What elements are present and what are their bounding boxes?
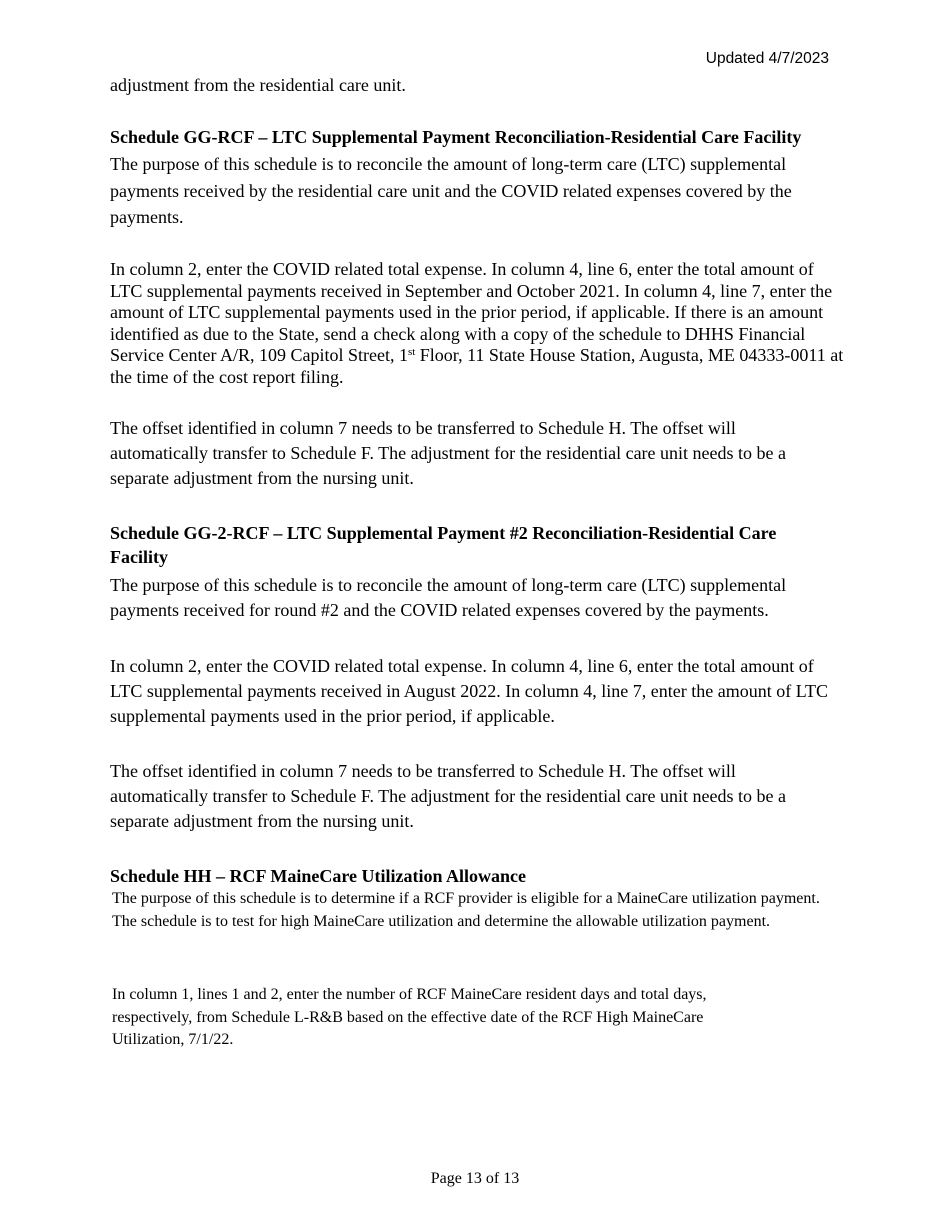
gg2-rcf-instructions: In column 2, enter the COVID related total expense. In column 4, line 6, enter the total amount of LTC supplemental payments received in August 2022. In column 4, line 7, enter the amount of LTC supplemental payments used in the prior period, if applicable. — [110, 656, 829, 726]
intro-text: adjustment from the residential care unit. — [110, 75, 406, 95]
hh-heading: Schedule HH – RCF MaineCare Utilization Allowance — [110, 866, 526, 886]
gg2-rcf-offset: The offset identified in column 7 needs to be transferred to Schedule H. The offset will automatically transfer to Schedule F. The adjustment for the residential care unit needs to be a separate adjustment from the nursing unit. — [110, 761, 787, 831]
hh-instructions: In column 1, lines 1 and 2, enter the number of RCF MaineCare resident days and total days, respectively, from Schedule L-R&B based on the effective date of the RCF High MaineCare Utilization, 7/1/22. — [112, 986, 707, 1048]
gg2-rcf-purpose: The purpose of this schedule is to reconcile the amount of long-term care (LTC) supplemental payments received for round #2 and the COVID related expenses covered by the payments. — [110, 575, 787, 620]
gg-rcf-instructions-part1: In column 2, enter the COVID related total expense. In column 4, line 6, enter the total amount of LTC supplemental payments received in September and October 2021. In column 4, line 7, enter the amount of LTC supplemental payments used in the prior period, if applicable. If there is an amount identified as due to the State, send a check along with a copy of the schedule to DHHS Financial Service Center A/R, 109 Capitol Street, 1 — [110, 259, 833, 366]
gg-rcf-instructions-part2: Floor, 11 State House Station, Augusta, ME 04333-0011 at the time of the cost report filing. — [110, 345, 844, 387]
hh-purpose: The purpose of this schedule is to determine if a RCF provider is eligible for a MaineCare utilization payment. The schedule is to test for high MaineCare utilization and determine the allowable utilization payment. — [112, 890, 820, 930]
gg2-rcf-heading: Schedule GG-2-RCF – LTC Supplemental Payment #2 Reconciliation-Residential Care Facility — [110, 523, 777, 567]
updated-date: Updated 4/7/2023 — [705, 50, 829, 67]
gg-rcf-heading: Schedule GG-RCF – LTC Supplemental Payment Reconciliation-Residential Care Facility — [110, 127, 802, 147]
gg-rcf-purpose: The purpose of this schedule is to reconcile the amount of long-term care (LTC) supplemental payments received by the residential care unit and the COVID related expenses covered by the payments. — [110, 154, 792, 227]
gg-rcf-instructions — [110, 259, 850, 389]
gg-rcf-offset: The offset identified in column 7 needs to be transferred to Schedule H. The offset will automatically transfer to Schedule F. The adjustment for the residential care unit needs to be a separate adjustment from the nursing unit. — [110, 418, 787, 488]
ordinal-suffix: st — [407, 346, 416, 359]
page-number: Page 13 of 13 — [430, 1170, 520, 1187]
